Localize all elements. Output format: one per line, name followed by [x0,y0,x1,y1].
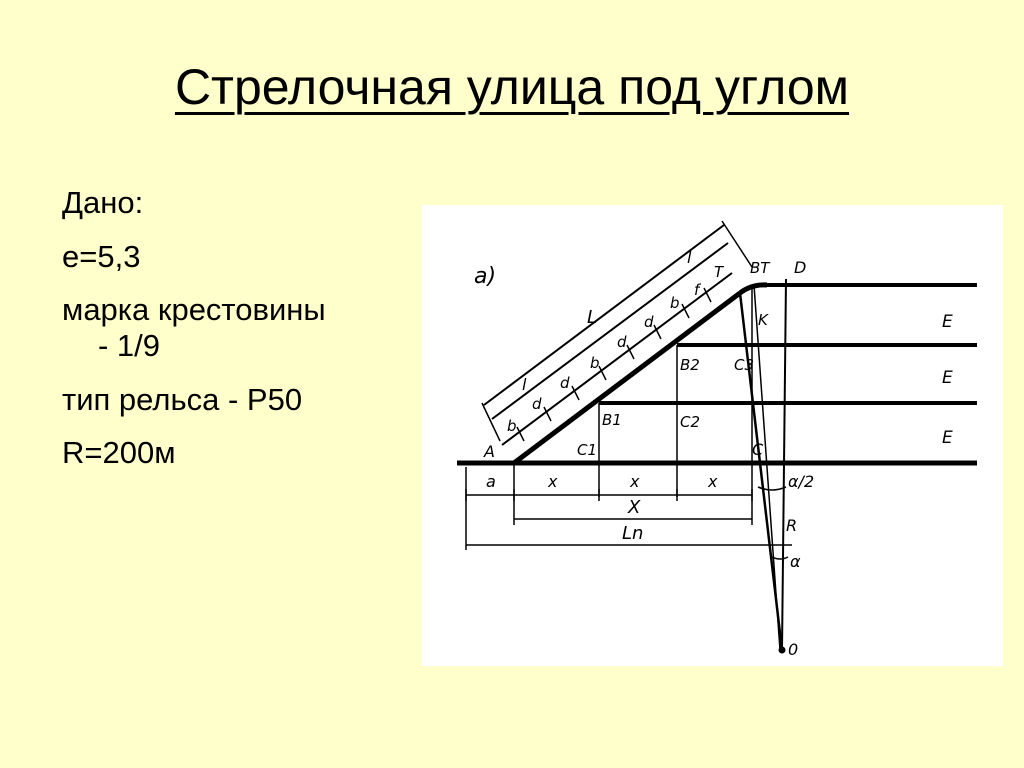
label-D: D [794,258,807,277]
label-R: R [786,516,798,535]
label-T: T [714,263,724,281]
given-heading: Дано: [62,185,144,220]
label-C: C [752,440,764,459]
angle-arc-full [772,557,788,559]
label-panel: а) [474,264,497,289]
label-x-1: x [548,472,558,491]
given-radius: R=200м [62,435,176,471]
diagram-svg [422,205,1003,666]
label-K: K [758,311,768,329]
label-a: a [486,472,496,491]
label-d-2: d [560,374,570,392]
label-B1: B1 [602,411,622,429]
label-b-3: b [670,294,680,312]
given-frog-label: марка крестовины [62,292,326,328]
label-C3: C3 [734,356,755,374]
given-rail-type: тип рельса - Р50 [62,381,303,417]
switch-street-diagram [422,205,1003,666]
label-b-2: b [590,354,600,372]
label-alpha: α [790,552,801,571]
label-d-3: d [617,333,627,351]
label-d-4: d [644,313,654,331]
label-x-3: x [708,472,718,491]
label-half-alpha: α/2 [788,472,815,491]
slide-title: Стрелочная улица под углом [174,59,850,115]
label-X: X [628,497,641,518]
label-B2: B2 [680,356,700,374]
label-x-2: x [630,472,640,491]
label-A: A [484,442,495,461]
label-L: L [587,307,598,328]
label-E-2: E [942,368,953,388]
label-E-3: E [942,428,953,448]
label-l-upper: l [687,248,692,267]
label-O: 0 [788,640,799,659]
label-BT: BT [750,259,770,277]
given-frog-value: - 1/9 [98,327,161,363]
dimension-extension-1 [482,403,500,441]
radius-line-3 [754,285,780,650]
label-l: l [522,375,527,394]
label-d-1: d [532,395,542,413]
given-data-list [62,185,412,489]
label-Ln: Ln [622,523,644,544]
label-b-1: b [507,417,517,435]
label-C1: C1 [577,441,598,459]
point-O [779,647,786,654]
label-f: f [694,281,700,299]
given-e-value: е=5,3 [62,238,141,274]
label-C2: C2 [680,413,701,431]
label-E-1: E [942,312,953,332]
